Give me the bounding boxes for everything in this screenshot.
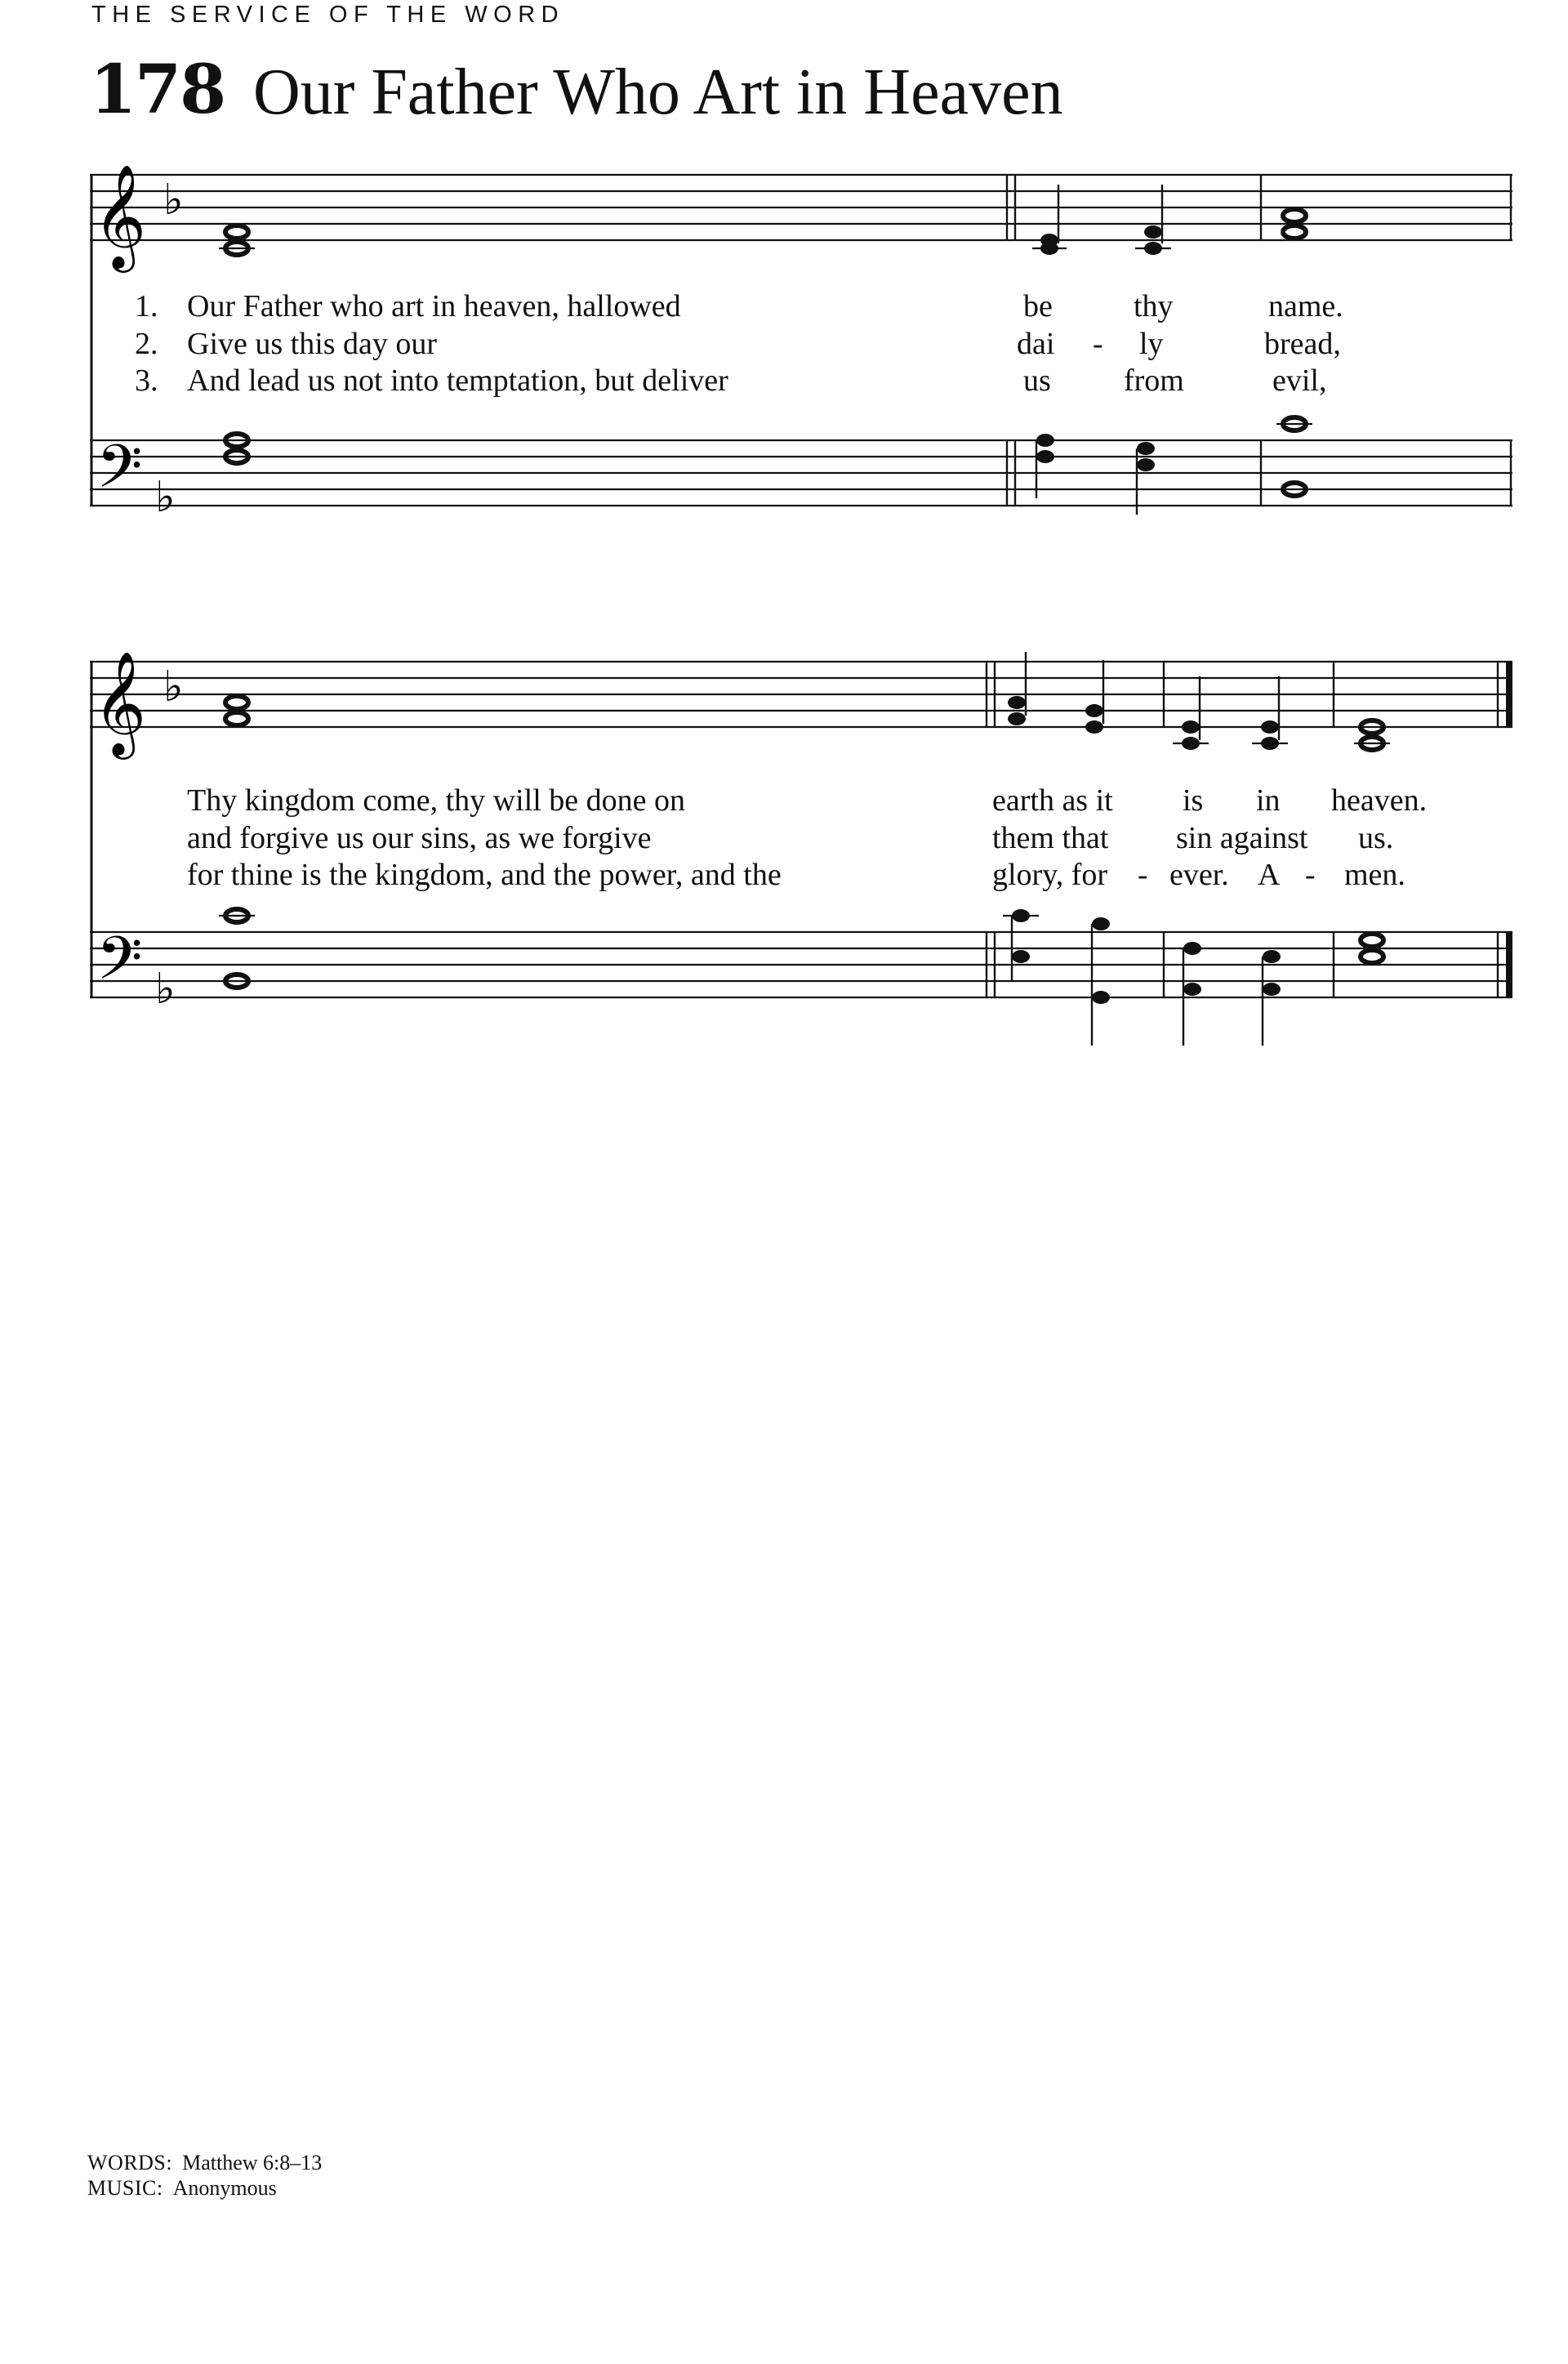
lyric-word: is	[1183, 783, 1204, 818]
bass-clef-icon: 𝄢	[96, 431, 143, 515]
words-label: WORDS:	[87, 2151, 173, 2174]
bass-stems	[1036, 440, 1137, 515]
chant-text: and forgive us our sins, as we forgive	[187, 821, 652, 855]
lyric-word: glory, for	[992, 858, 1108, 892]
treble-clef-icon: 𝄞	[93, 163, 147, 268]
chant-text: Thy kingdom come, thy will be done on	[187, 783, 686, 818]
lyric-word: us.	[1358, 821, 1394, 855]
lyric-hyphen: -	[1305, 858, 1316, 892]
music-credit	[87, 2175, 322, 2201]
chant-text: Our Father who art in heaven, hallowed	[187, 289, 681, 323]
lyric-word: in	[1256, 783, 1281, 818]
flat-sign-icon: ♭	[163, 176, 184, 225]
hymn-number: 178	[90, 51, 225, 129]
lyric-word: thy	[1134, 289, 1174, 323]
music-value: Anonymous	[172, 2176, 277, 2200]
music-label: MUSIC:	[87, 2176, 163, 2200]
running-head: THE SERVICE OF THE WORD	[91, 2, 565, 28]
words-credit	[87, 2150, 322, 2175]
lyric-word: name.	[1268, 289, 1343, 323]
treble-final-chord	[1361, 720, 1383, 750]
stanza-number: 2.	[135, 327, 158, 361]
flat-sign-icon: ♭	[155, 965, 176, 1014]
lyric-word: A	[1258, 858, 1281, 892]
chant-text: Give us this day our	[187, 327, 438, 361]
flat-sign-icon: ♭	[163, 662, 184, 711]
treble-quarter-chords	[1008, 696, 1279, 750]
bass-chant-chord	[225, 434, 248, 463]
lyric-word: sin against	[1176, 821, 1308, 855]
hymn-title: Our Father Who Art in Heaven	[253, 56, 1063, 128]
treble-staff-lines	[90, 662, 1512, 727]
lyric-word: ever.	[1169, 858, 1229, 892]
lyric-word: bread,	[1264, 327, 1341, 361]
bass-quarter-chords	[1012, 909, 1281, 1004]
flat-sign-icon: ♭	[155, 473, 176, 522]
bass-clef-icon: 𝄢	[96, 923, 143, 1007]
bass-staff-lines	[90, 932, 1512, 997]
lyric-hyphen: -	[1138, 858, 1148, 892]
lyric-word: men.	[1344, 858, 1405, 892]
lyric-hyphen: -	[1093, 327, 1103, 361]
lyric-word: dai	[1017, 327, 1055, 361]
chant-text: And lead us not into temptation, but deliver	[187, 364, 728, 398]
treble-clef-icon: 𝄞	[93, 650, 147, 755]
words-value: Matthew 6:8–13	[182, 2151, 323, 2174]
stanza-number: 1.	[135, 289, 158, 323]
lyric-word: them that	[992, 821, 1109, 855]
stanza-number: 3.	[135, 364, 158, 398]
lyric-word: earth as it	[992, 783, 1113, 818]
lyric-word: us	[1023, 364, 1051, 398]
chant-text: for thine is the kingdom, and the power, and the	[187, 858, 782, 892]
lyric-word: be	[1023, 289, 1053, 323]
lyric-word: from	[1124, 364, 1184, 398]
credits	[87, 2150, 322, 2201]
lyric-word: evil,	[1272, 364, 1327, 398]
lyric-word: ly	[1139, 327, 1164, 361]
lyric-word: heaven.	[1331, 783, 1428, 818]
